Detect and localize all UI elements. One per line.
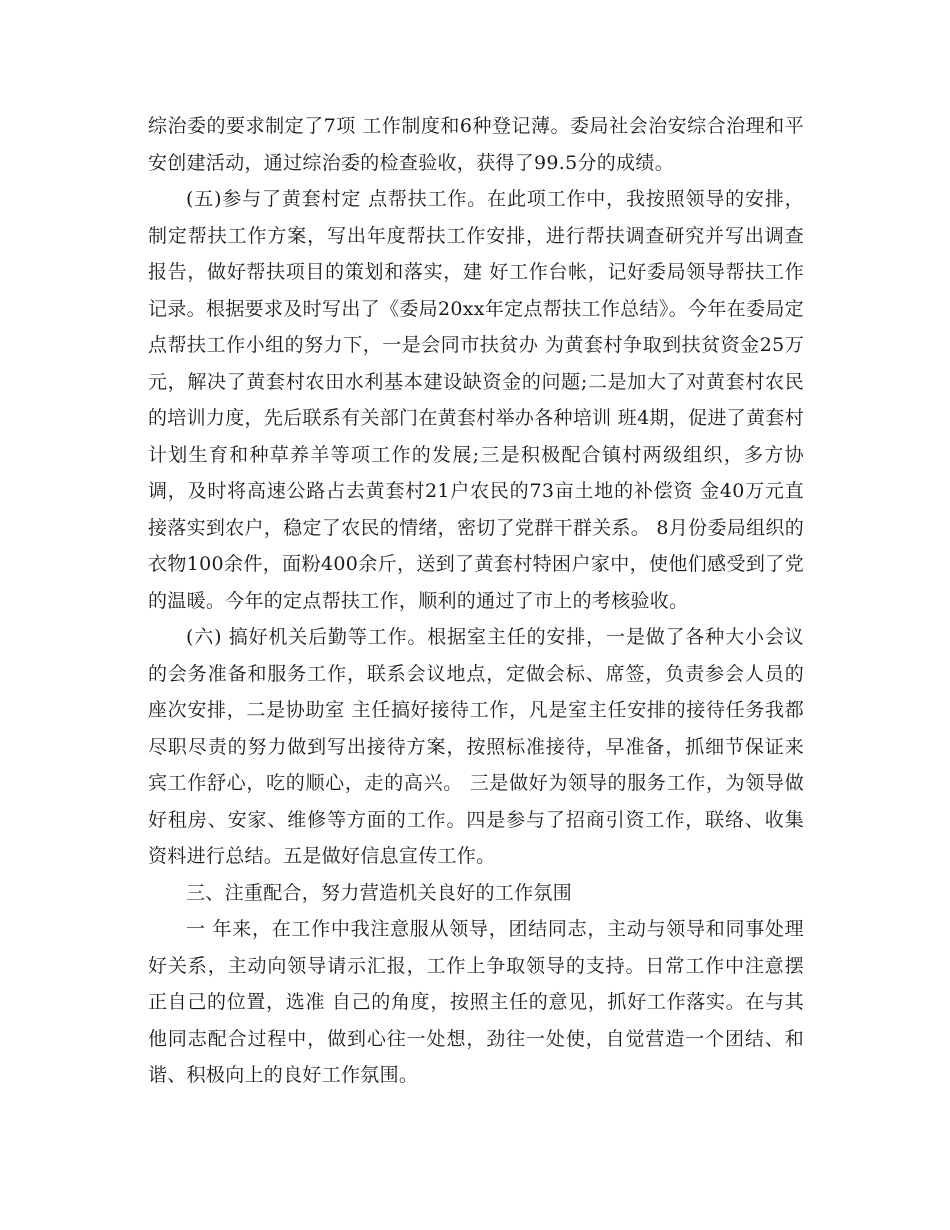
paragraph-section-6: (六) 搞好机关后勤等工作。根据室主任的安排，一是做了各种大小会议的会务准备和服务工作，联系会议地点，定做会标、席签，负责参会人员的座次安排，二是协助室 主任搞好接待工作，凡是室主任安排的接待任务我都尽职尽责的努力做到写出接待方案，按照标准接待，早准备，抓细节保证来宾工作舒心，吃的顺心，走的高兴。 三是做好为领导的服务工作，为领导做好租房、安家、维修等方面的工作。四是参与了招商引资工作，联络、收集资料进行总结。五是做好信息宣传工作。 (148, 626, 804, 867)
paragraph-cooperation: 一 年来，在工作中我注意服从领导，团结同志，主动与领导和同事处理好关系，主动向领导请示汇报，工作上争取领导的支持。日常工作中注意摆正自己的位置，选准 自己的角度，按照主任的意见，抓好工作落实。在与其他同志配合过程中，做到心往一处想，劲往一处使，自觉营造一个团结、和谐、积极向上的良好工作氛围。 (148, 918, 804, 1086)
heading-section-3: 三、注重配合，努力营造机关良好的工作氛围 (186, 881, 573, 904)
document-body (148, 108, 804, 1094)
paragraph-zongzhi: 综治委的要求制定了7项 工作制度和6种登记薄。委局社会治安综合治理和平安创建活动，通过综治委的检查验收，获得了99.5分的成绩。 (148, 115, 804, 174)
paragraph-section-5: (五)参与了黄套村定 点帮扶工作。在此项工作中，我按照领导的安排，制定帮扶工作方案，写出年度帮扶工作安排，进行帮扶调查研究并写出调查报告，做好帮扶项目的策划和落实，建 好工作台帐，记好委局领导帮扶工作记录。根据要求及时写出了《委局20xx年定点帮扶工作总结》。今年在委局定点帮扶工作小组的努力下，一是会同市扶贫办 为黄套村争取到扶贫资金25万元，解决了黄套村农田水利基本建设缺资金的问题;二是加大了对黄套村农民的培训力度，先后联系有关部门在黄套村举办各种培训 班4期，促进了黄套村计划生育和种草养羊等项工作的发展;三是积极配合镇村两级组织，多方协调，及时将高速公路占去黄套村21户农民的73亩土地的补偿资 金40万元直接落实到农户，稳定了农民的情绪，密切了党群干群关系。 8月份委局组织的衣物100余件，面粉400余斤，送到了黄套村特困户家中，使他们感受到了党的温暖。今年的定点帮扶工作，顺利的通过了市上的考核验收。 (148, 188, 804, 612)
